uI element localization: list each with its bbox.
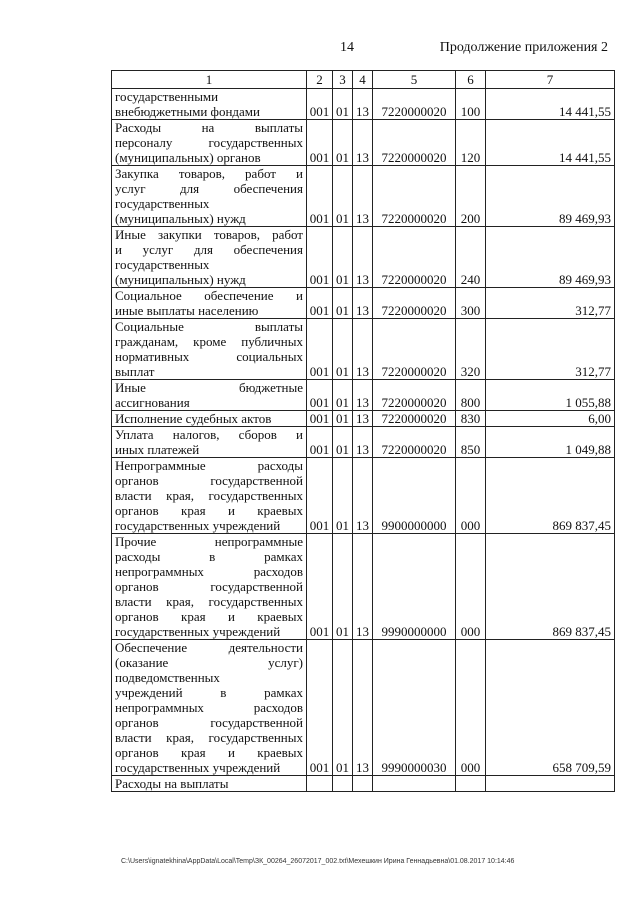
cell-c2 — [307, 776, 333, 792]
row-name-line: органов края и краевых — [115, 609, 303, 624]
row-name-line: органов края и краевых — [115, 503, 303, 518]
cell-c6: 240 — [456, 227, 486, 288]
cell-c7: 89 469,93 — [486, 166, 615, 227]
cell-c7: 869 837,45 — [486, 458, 615, 534]
row-name-cell — [112, 319, 307, 380]
cell-c3: 01 — [333, 380, 353, 411]
row-name-line: Закупка товаров, работ и — [115, 166, 303, 181]
table-row — [112, 120, 615, 166]
page-number: 14 — [340, 40, 354, 55]
column-header-1: 1 — [112, 71, 307, 89]
row-name-cell — [112, 427, 307, 458]
cell-c2: 001 — [307, 380, 333, 411]
table-row — [112, 319, 615, 380]
cell-c2: 001 — [307, 427, 333, 458]
cell-c4 — [353, 776, 373, 792]
continuation-label: Продолжение приложения 2 — [439, 40, 608, 55]
cell-c3: 01 — [333, 319, 353, 380]
footer-path: C:\Users\ignatekhina\AppData\Local\Temp\ЗК_00264_26072017_002.txt\Мехешкин Ирина Геннадьевна\01.08.2017 10:14:46 — [121, 858, 515, 865]
row-name-cell — [112, 380, 307, 411]
cell-c6: 850 — [456, 427, 486, 458]
cell-c7: 869 837,45 — [486, 534, 615, 640]
row-name-line: Прочие непрограммные — [115, 534, 303, 549]
cell-c6: 120 — [456, 120, 486, 166]
cell-c4: 13 — [353, 534, 373, 640]
cell-c3: 01 — [333, 534, 353, 640]
cell-c5: 9990000000 — [373, 534, 456, 640]
cell-c5: 7220000020 — [373, 89, 456, 120]
cell-c7: 1 055,88 — [486, 380, 615, 411]
cell-c2: 001 — [307, 640, 333, 776]
cell-c2: 001 — [307, 458, 333, 534]
cell-c5: 7220000020 — [373, 411, 456, 427]
row-name-line: органов края и краевых — [115, 745, 303, 760]
column-header-4: 4 — [353, 71, 373, 89]
table-row — [112, 427, 615, 458]
cell-c7: 1 049,88 — [486, 427, 615, 458]
row-name-line: Иные бюджетные — [115, 380, 303, 395]
cell-c2: 001 — [307, 227, 333, 288]
row-name-line: власти края, государственных — [115, 488, 303, 503]
column-header-2: 2 — [307, 71, 333, 89]
table-row — [112, 227, 615, 288]
cell-c6: 300 — [456, 288, 486, 319]
cell-c7: 312,77 — [486, 319, 615, 380]
cell-c6: 320 — [456, 319, 486, 380]
row-name-line: иные выплаты населению — [115, 303, 259, 318]
cell-c6: 800 — [456, 380, 486, 411]
cell-c3: 01 — [333, 640, 353, 776]
row-name-line: Социальные выплаты — [115, 319, 303, 334]
cell-c4: 13 — [353, 427, 373, 458]
cell-c2: 001 — [307, 319, 333, 380]
table-row — [112, 640, 615, 776]
column-header-6: 6 — [456, 71, 486, 89]
cell-c5: 7220000020 — [373, 288, 456, 319]
cell-c6: 830 — [456, 411, 486, 427]
cell-c5: 7220000020 — [373, 120, 456, 166]
cell-c5: 9900000000 — [373, 458, 456, 534]
cell-c6: 200 — [456, 166, 486, 227]
cell-c6: 000 — [456, 640, 486, 776]
row-name-cell — [112, 776, 307, 792]
row-name-line: ассигнования — [115, 395, 190, 410]
cell-c3: 01 — [333, 89, 353, 120]
row-name-line: Иные закупки товаров, работ — [115, 227, 303, 242]
cell-c5: 7220000020 — [373, 427, 456, 458]
row-name-cell — [112, 227, 307, 288]
cell-c3: 01 — [333, 166, 353, 227]
cell-c6: 000 — [456, 458, 486, 534]
row-name-cell — [112, 534, 307, 640]
header-row — [112, 71, 615, 89]
cell-c2: 001 — [307, 288, 333, 319]
table-row — [112, 458, 615, 534]
cell-c5: 7220000020 — [373, 227, 456, 288]
cell-c5: 7220000020 — [373, 319, 456, 380]
cell-c3: 01 — [333, 427, 353, 458]
row-name-line: услуг для обеспечения — [115, 181, 303, 196]
cell-c5: 9990000030 — [373, 640, 456, 776]
row-name-line: государственных учреждений — [115, 518, 281, 533]
cell-c5: 7220000020 — [373, 166, 456, 227]
row-name-line: государственных — [115, 196, 210, 211]
cell-c3: 01 — [333, 227, 353, 288]
table-row — [112, 411, 615, 427]
budget-table — [111, 70, 615, 792]
table-row — [112, 89, 615, 120]
row-name-line: подведомственных — [115, 670, 220, 685]
row-name-cell — [112, 458, 307, 534]
row-name-line: учреждений в рамках — [115, 685, 303, 700]
row-name-line: Расходы на выплаты — [115, 776, 229, 791]
cell-c4: 13 — [353, 120, 373, 166]
cell-c4: 13 — [353, 166, 373, 227]
row-name-line: власти края, государственных — [115, 594, 303, 609]
row-name-line: государственных — [115, 257, 210, 272]
cell-c3: 01 — [333, 120, 353, 166]
row-name-line: органов государственной — [115, 473, 303, 488]
row-name-line: органов государственной — [115, 715, 303, 730]
row-name-line: Уплата налогов, сборов и — [115, 427, 303, 442]
row-name-cell — [112, 640, 307, 776]
row-name-line: и услуг для обеспечения — [115, 242, 303, 257]
row-name-line: иных платежей — [115, 442, 200, 457]
cell-c2: 001 — [307, 89, 333, 120]
cell-c7 — [486, 776, 615, 792]
row-name-line: государственных учреждений — [115, 760, 281, 775]
row-name-cell — [112, 120, 307, 166]
table-row — [112, 166, 615, 227]
cell-c3: 01 — [333, 458, 353, 534]
row-name-line: государственными — [115, 89, 219, 104]
cell-c4: 13 — [353, 380, 373, 411]
cell-c6: 100 — [456, 89, 486, 120]
row-name-line: государственных учреждений — [115, 624, 281, 639]
cell-c4: 13 — [353, 411, 373, 427]
column-header-3: 3 — [333, 71, 353, 89]
cell-c2: 001 — [307, 120, 333, 166]
cell-c4: 13 — [353, 227, 373, 288]
cell-c7: 658 709,59 — [486, 640, 615, 776]
table-row — [112, 380, 615, 411]
cell-c7: 6,00 — [486, 411, 615, 427]
row-name-line: Обеспечение деятельности — [115, 640, 303, 655]
row-name-line: непрограммных расходов — [115, 700, 303, 715]
row-name-cell — [112, 288, 307, 319]
row-name-line: расходы в рамках — [115, 549, 303, 564]
row-name-line: Непрограммные расходы — [115, 458, 303, 473]
cell-c3: 01 — [333, 288, 353, 319]
row-name-line: Исполнение судебных актов — [115, 411, 272, 426]
cell-c3 — [333, 776, 353, 792]
row-name-line: (оказание услуг) — [115, 655, 303, 670]
table-row — [112, 288, 615, 319]
row-name-line: (муниципальных) нужд — [115, 272, 246, 287]
cell-c4: 13 — [353, 89, 373, 120]
row-name-line: Расходы на выплаты — [115, 120, 303, 135]
table-row — [112, 534, 615, 640]
cell-c4: 13 — [353, 288, 373, 319]
row-name-line: органов государственной — [115, 579, 303, 594]
cell-c7: 14 441,55 — [486, 89, 615, 120]
cell-c4: 13 — [353, 319, 373, 380]
row-name-line: (муниципальных) органов — [115, 150, 261, 165]
cell-c6: 000 — [456, 534, 486, 640]
cell-c6 — [456, 776, 486, 792]
row-name-line: нормативных социальных — [115, 349, 303, 364]
row-name-line: (муниципальных) нужд — [115, 211, 246, 226]
cell-c4: 13 — [353, 458, 373, 534]
cell-c7: 14 441,55 — [486, 120, 615, 166]
row-name-line: персоналу государственных — [115, 135, 303, 150]
row-name-line: Социальное обеспечение и — [115, 288, 303, 303]
row-name-cell — [112, 411, 307, 427]
cell-c5: 7220000020 — [373, 380, 456, 411]
cell-c7: 312,77 — [486, 288, 615, 319]
table-row — [112, 776, 615, 792]
row-name-line: непрограммных расходов — [115, 564, 303, 579]
row-name-line: власти края, государственных — [115, 730, 303, 745]
cell-c2: 001 — [307, 166, 333, 227]
column-header-7: 7 — [486, 71, 615, 89]
row-name-line: внебюджетными фондами — [115, 104, 260, 119]
cell-c2: 001 — [307, 534, 333, 640]
row-name-cell — [112, 166, 307, 227]
cell-c4: 13 — [353, 640, 373, 776]
cell-c3: 01 — [333, 411, 353, 427]
row-name-cell — [112, 89, 307, 120]
row-name-line: выплат — [115, 364, 155, 379]
cell-c7: 89 469,93 — [486, 227, 615, 288]
cell-c2: 001 — [307, 411, 333, 427]
row-name-line: гражданам, кроме публичных — [115, 334, 303, 349]
column-header-5: 5 — [373, 71, 456, 89]
cell-c5 — [373, 776, 456, 792]
